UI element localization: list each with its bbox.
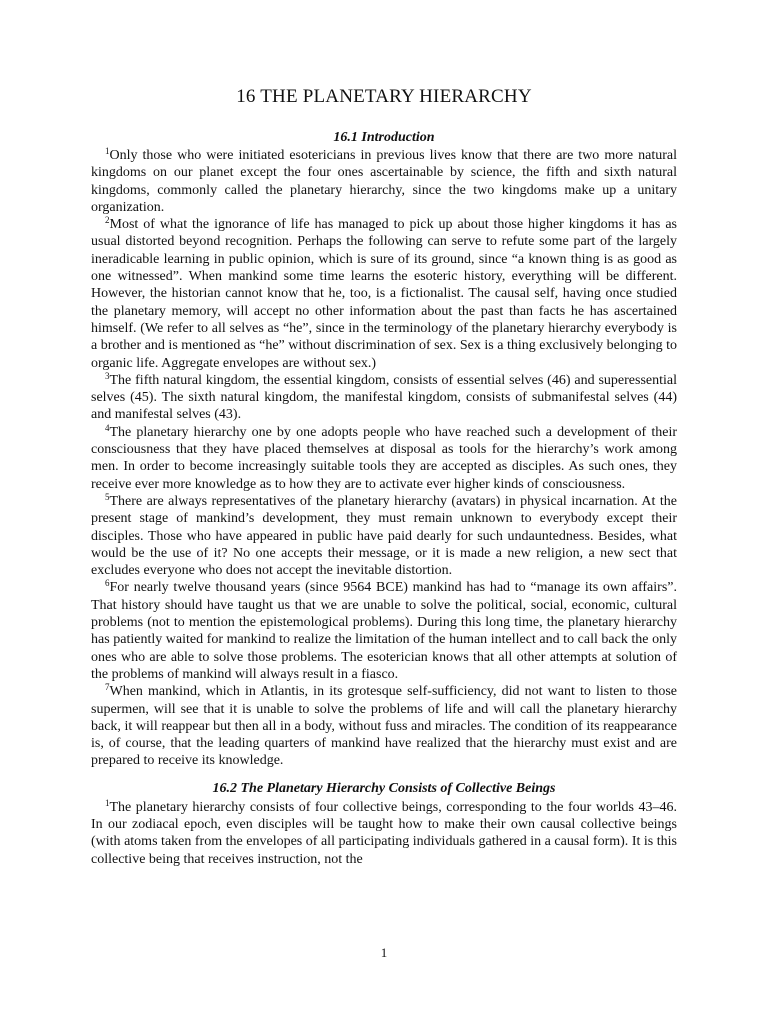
paragraph bbox=[91, 372, 677, 424]
paragraph-number: 7 bbox=[105, 682, 110, 693]
paragraph-number: 3 bbox=[105, 370, 110, 381]
paragraph-text: Most of what the ignorance of life has managed to pick up about those higher kingdoms it has as usual distorted beyond recognition. Perhaps the following can serve to refute some part of the largely ineradicable learning in public opinion, which is sure of its ground, since “a known thing is as good as one witnessed”. When mankind some time learns the esoteric history, everything will be different. However, the historian cannot know that he, too, is a fictionalist. The causal self, having once studied the planetary memory, will accept no other information about the past than facts he has ascertained himself. (We refer to all selves as “he”, since in the terminology of the planetary hierarchy everybody is a brother and is mentioned as “he” without discrimination of sex. Sex is a thing exclusively belonging to organic life. Aggregate envelopes are without sex.) bbox=[91, 217, 677, 371]
paragraph-number: 2 bbox=[105, 215, 110, 226]
section-heading-introduction: 16.1 Introduction bbox=[333, 130, 435, 145]
paragraph-text: There are always representatives of the planetary hierarchy (avatars) in physical incarnation. At the present stage of mankind’s development, they must remain unknown to everybody except their disciples. Those who have appeared in public have paid dearly for such undauntedness. Besides, what would be the use of it? No one accepts their message, or it is made a new religion, a new sect that excludes everyone who does not accept the inevitable distortion. bbox=[91, 493, 677, 579]
paragraph-number: 5 bbox=[105, 491, 110, 502]
paragraph-text: The fifth natural kingdom, the essential kingdom, consists of essential selves (46) and superessential selves (45). The sixth natural kingdom, the manifestal kingdom, consists of submanifestal selves (44) and manifestal selves (43). bbox=[91, 372, 677, 423]
paragraph-number: 4 bbox=[105, 422, 110, 433]
paragraph bbox=[91, 216, 677, 372]
paragraph-text: The planetary hierarchy consists of four collective beings, corresponding to the four worlds 43–46. In our zodiacal epoch, even disciples will be taught how to make their own causal collective beings (with atoms taken from the envelopes of all participating individuals gathered in a causal form). It is this collective being that receives instruction, not the bbox=[91, 799, 677, 867]
paragraph-text: When mankind, which in Atlantis, in its grotesque self-sufficiency, did not want to listen to those supermen, will see that it is unable to solve the problems of life and will call the planetary hierarchy back, it will reappear but then all in a body, without fuss and miracles. The condition of its reappearance is, of course, that the leading quarters of mankind have realized that the hierarchy must exist and are prepared to receive its knowledge. bbox=[91, 684, 677, 769]
paragraph bbox=[91, 579, 677, 683]
paragraph-number: 1 bbox=[105, 146, 110, 156]
paragraph-text: Only those who were initiated esotericians in previous lives know that there are two more natural kingdoms on our planet except the four ones ascertainable by science, the fifth and sixth natural kingdoms, commonly called the planetary hierarchy, since the two kingdoms make up a unitary organization. bbox=[91, 148, 677, 215]
paragraph bbox=[91, 799, 677, 868]
paragraph-number: 1 bbox=[105, 797, 110, 808]
paragraph-text: For nearly twelve thousand years (since 9564 BCE) mankind has had to “manage its own affairs”. That history should have taught us that we are unable to solve the political, social, economic, cultural problems (not to mention the epistemological problems). During this long time, the planetary hierarchy has patiently waited for mankind to realize the limitation of the human intellect and to call back the only ones who are able to solve those problems. The esoterician knows that all other attempts at solution of the problems of mankind will always result in a fiasco. bbox=[91, 580, 677, 682]
paragraph-number: 6 bbox=[105, 578, 110, 589]
paragraph-text: The planetary hierarchy one by one adopts people who have reached such a development of their consciousness that they have placed themselves at disposal as tools for the hierarchy’s work among men. In order to become increasingly suitable tools they are accepted as disciples. As such ones, they receive ever more knowledge as to how they are to activate ever higher kinds of consciousness. bbox=[91, 424, 677, 492]
page-body bbox=[91, 128, 677, 868]
section-heading-collective-beings: 16.2 The Planetary Hierarchy Consists of Collective Beings bbox=[212, 780, 556, 796]
page-number: 1 bbox=[380, 945, 388, 960]
paragraph bbox=[91, 493, 677, 579]
paragraph bbox=[91, 147, 677, 216]
paragraph bbox=[91, 424, 677, 493]
paragraph bbox=[91, 683, 677, 769]
chapter-title: 16 THE PLANETARY HIERARCHY bbox=[236, 86, 532, 107]
